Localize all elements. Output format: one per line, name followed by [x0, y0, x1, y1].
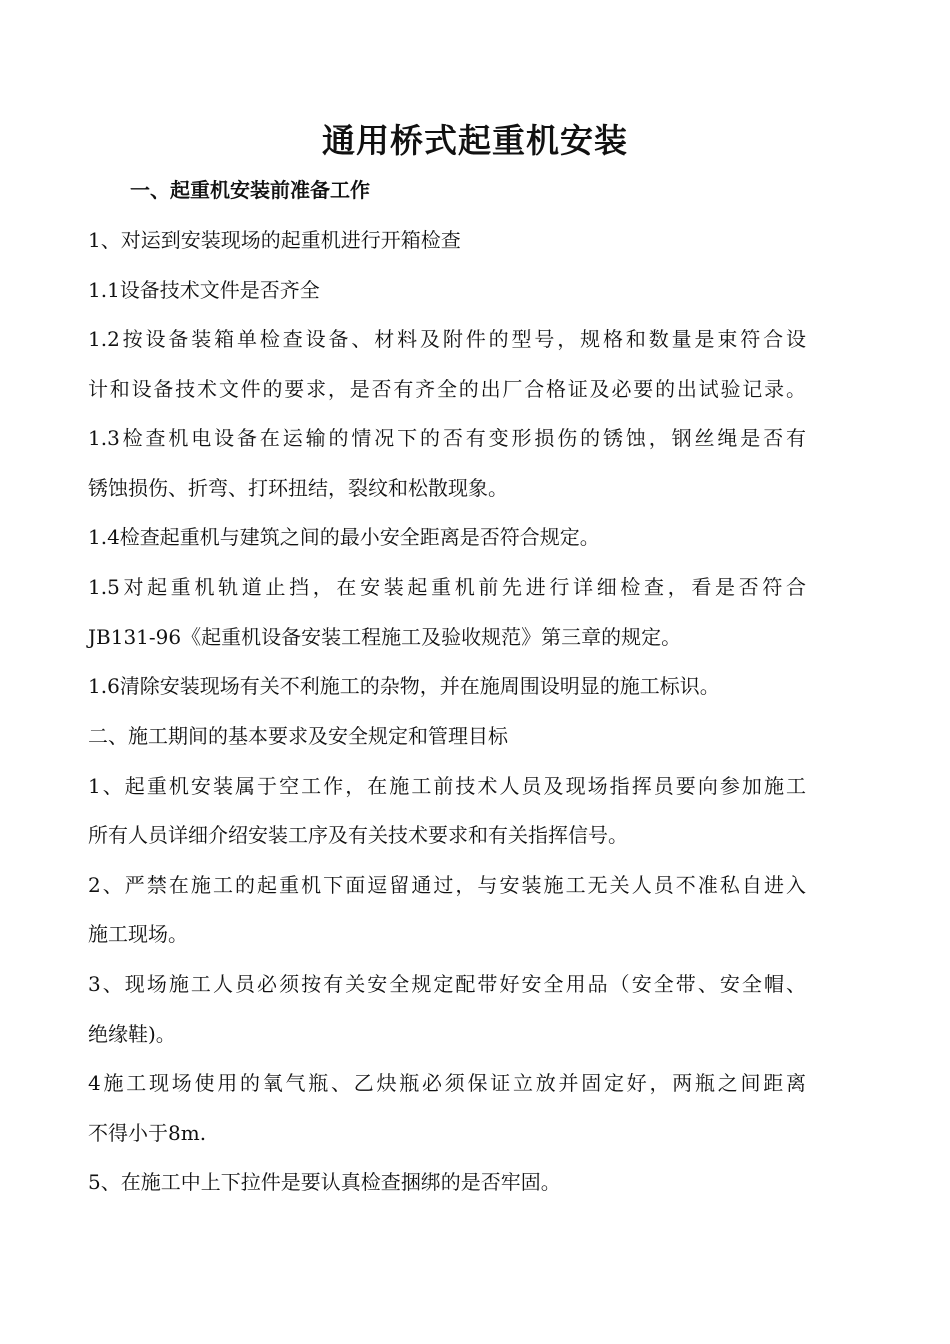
paragraph-line: 1.1设备技术文件是否齐全	[88, 278, 320, 302]
paragraph-line: 1.4检查起重机与建筑之间的最小安全距离是否符合规定。	[88, 525, 600, 549]
paragraph-line: 1.3检查机电设备在运输的情况下的否有变形损伤的锈蚀，钢丝绳是否有	[88, 426, 806, 450]
paragraph-line: 1、起重机安装属于空工作，在施工前技术人员及现场指挥员要向参加施工	[88, 774, 806, 798]
section-heading-requirements: 二、施工期间的基本要求及安全规定和管理目标	[88, 724, 508, 748]
paragraph-line: 计和设备技术文件的要求，是否有齐全的出厂合格证及必要的出试验记录。	[88, 377, 806, 401]
paragraph-line: 不得小于8m.	[88, 1121, 207, 1145]
paragraph-line: 1.5对起重机轨道止挡，在安装起重机前先进行详细检查，看是否符合	[88, 575, 806, 599]
paragraph-line: 1、对运到安装现场的起重机进行开箱检查	[88, 228, 461, 252]
paragraph-line: 3、现场施工人员必须按有关安全规定配带好安全用品（安全带、安全帽、	[88, 972, 806, 996]
paragraph-line: 绝缘鞋)。	[88, 1022, 176, 1046]
paragraph-line: 4施工现场使用的氧气瓶、乙炔瓶必须保证立放并固定好，两瓶之间距离	[88, 1071, 806, 1095]
paragraph-line: JB131-96《起重机设备安装工程施工及验收规范》第三章的规定。	[88, 625, 682, 649]
paragraph-line: 锈蚀损伤、折弯、打环扭结，裂纹和松散现象。	[88, 476, 508, 500]
document-title: 通用桥式起重机安装	[322, 121, 628, 160]
paragraph-line: 施工现场。	[88, 922, 188, 946]
paragraph-line: 所有人员详细介绍安装工序及有关技术要求和有关指挥信号。	[88, 823, 628, 847]
section-heading-preparation: 一、起重机安装前准备工作	[130, 178, 370, 202]
paragraph-line: 2、严禁在施工的起重机下面逗留通过，与安装施工无关人员不准私自进入	[88, 873, 806, 897]
paragraph-line: 5、在施工中上下拉件是要认真检查捆绑的是否牢固。	[88, 1170, 561, 1194]
paragraph-line: 1.6清除安装现场有关不利施工的杂物，并在施周围设明显的施工标识。	[88, 674, 720, 698]
paragraph-line: 1.2按设备装箱单检查设备、材料及附件的型号，规格和数量是束符合设	[88, 327, 806, 351]
